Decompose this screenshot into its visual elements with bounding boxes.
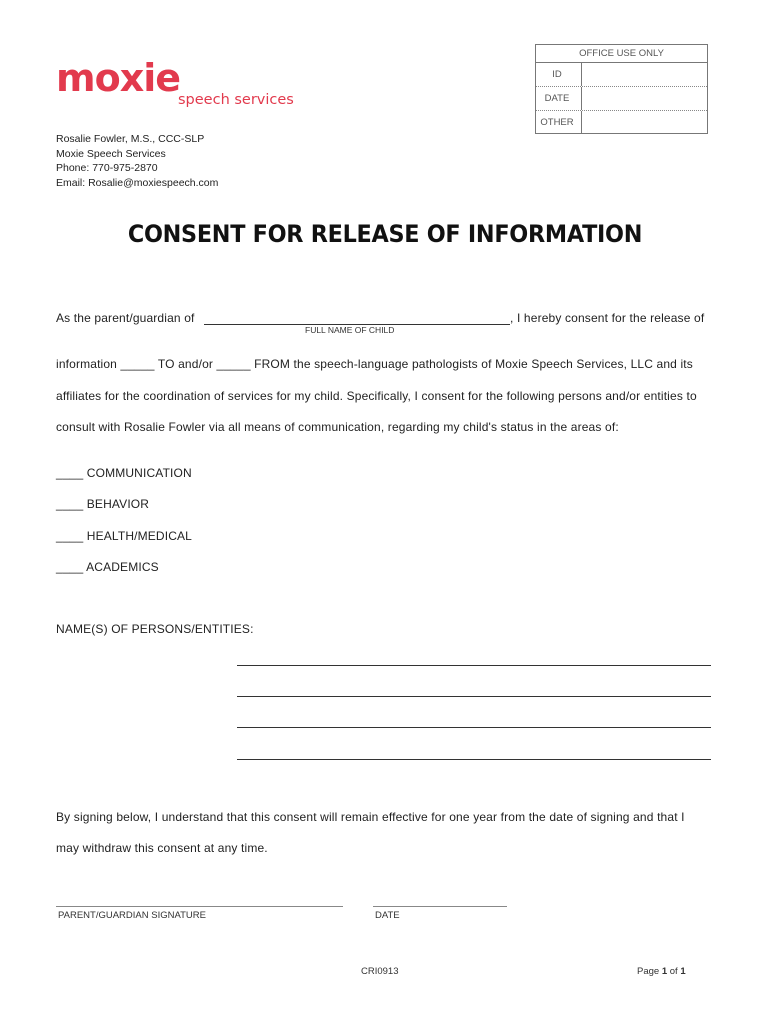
child-name-label: FULL NAME OF CHILD bbox=[305, 325, 395, 335]
contact-company: Moxie Speech Services bbox=[56, 147, 166, 160]
office-id-label: ID bbox=[552, 69, 562, 80]
area-health-medical[interactable]: ____ HEALTH/MEDICAL bbox=[56, 529, 193, 543]
office-use-box bbox=[535, 44, 708, 134]
form-code: CRI0913 bbox=[361, 966, 399, 977]
page-of: of bbox=[669, 966, 678, 977]
contact-phone: Phone: 770-975-2870 bbox=[56, 162, 158, 174]
page-indicator bbox=[637, 966, 686, 977]
page-prefix: Page bbox=[637, 966, 660, 977]
office-other-field[interactable] bbox=[581, 111, 707, 133]
page-total: 1 bbox=[680, 966, 686, 977]
closing-line-2: may withdraw this consent at any time. bbox=[56, 841, 268, 855]
contact-name: Rosalie Fowler, M.S., CCC-SLP bbox=[56, 133, 205, 145]
contact-block bbox=[56, 132, 218, 190]
names-line-1[interactable] bbox=[237, 665, 711, 666]
closing-line-1: By signing below, I understand that this consent will remain effective for one year from the date of signing and that I bbox=[56, 810, 685, 824]
consent-line-3: affiliates for the coordination of services for my child. Specifically, I consent for the following persons and/or entities to bbox=[56, 389, 697, 403]
office-row-other bbox=[536, 111, 707, 133]
area-behavior[interactable]: ____ BEHAVIOR bbox=[56, 497, 150, 511]
names-line-2[interactable] bbox=[237, 696, 711, 697]
logo-tagline: speech services bbox=[178, 92, 294, 108]
area-academics[interactable]: ____ ACADEMICS bbox=[56, 560, 159, 574]
page-number: 1 bbox=[661, 966, 668, 977]
names-label: NAME(S) OF PERSONS/ENTITIES: bbox=[56, 622, 254, 636]
office-other-label: OTHER bbox=[540, 117, 574, 128]
office-id-field[interactable] bbox=[581, 63, 707, 86]
consent-intro-text-2: , I hereby consent for the release of bbox=[510, 311, 705, 325]
office-row-date bbox=[536, 87, 707, 111]
contact-email: Email: Rosalie@moxiespeech.com bbox=[56, 176, 219, 189]
parent-signature-field[interactable] bbox=[56, 906, 343, 907]
names-line-4[interactable] bbox=[237, 759, 711, 760]
consent-line-4: consult with Rosalie Fowler via all means of communication, regarding my child's status in the areas of: bbox=[56, 420, 619, 434]
document-title: CONSENT FOR RELEASE OF INFORMATION bbox=[127, 220, 643, 248]
names-line-3[interactable] bbox=[237, 727, 711, 728]
area-communication[interactable]: ____ COMMUNICATION bbox=[56, 466, 192, 480]
consent-intro-text: As the parent/guardian of bbox=[56, 311, 195, 325]
signature-date-field[interactable] bbox=[373, 906, 507, 907]
signature-date-label: DATE bbox=[375, 910, 400, 921]
consent-line-2: information _____ TO and/or _____ FROM the speech-language pathologists of Moxie Speech Services, LLC and its bbox=[56, 357, 693, 371]
office-date-label: DATE bbox=[544, 93, 570, 104]
office-use-header: OFFICE USE ONLY bbox=[536, 45, 707, 63]
parent-signature-label: PARENT/GUARDIAN SIGNATURE bbox=[58, 910, 206, 921]
office-date-field[interactable] bbox=[581, 87, 707, 110]
moxie-logo: moxie bbox=[56, 56, 181, 100]
office-row-id bbox=[536, 63, 707, 87]
